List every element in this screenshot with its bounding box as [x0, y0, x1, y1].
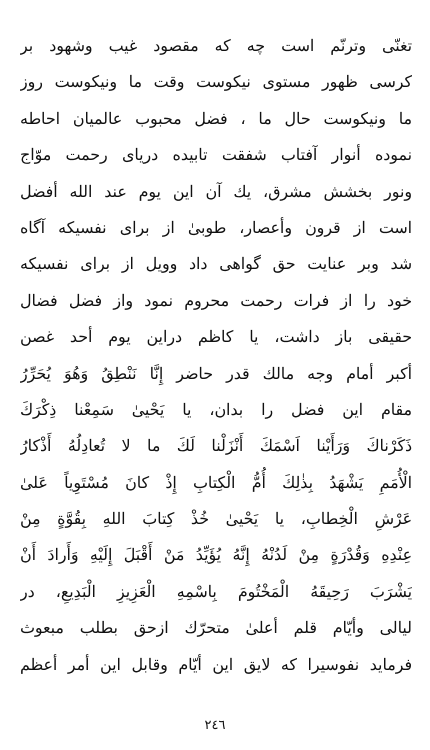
- body-text: [20, 28, 412, 683]
- text-line-2: كرسى ظهور مستوى نيكوست وقت ما ونيكوست روز: [20, 72, 412, 92]
- text-line-3: ما ونيكوست حال ما ، فضل محبوب عالميان احاطه: [20, 108, 412, 128]
- text-line-4: نموده أنوار آفتاب شفقت تابيده درياى رحمت موّاج: [20, 145, 412, 165]
- text-line-1: تغنّى وترنّم است چه كه مقصود غيب وشهود بر: [20, 36, 412, 55]
- text-line-14: عَرْشِ الْخِطابِ، يا يَحْيىٰ خُذْ كِتابَ اللهِ بِقُوَّةٍ مِنْ: [20, 509, 412, 529]
- text-line-5: ونور بخشش مشرق، يك آن اين يوم عند الله أفضل: [20, 181, 412, 201]
- text-line-8: خود را از فرات رحمت محروم نمود واز فضل فضال: [20, 290, 412, 310]
- text-line-9: حقيقى باز داشت، يا كاظم دراين يوم أحد غصن: [20, 327, 412, 347]
- text-line-18: فرمايد نفوسيرا كه لايق اين أيّام وقابل اين أمر أعظم: [20, 654, 412, 674]
- text-line-15: عِنْدِهِ وَقُدْرَةٍ مِنْ لَدُنْهُ إِنَّهُ يُؤَيِّدُ مَنْ أَقْبَلَ إِلَيْهِ وَأَرادَ أَنْ: [20, 545, 412, 565]
- page-number: ٢٤٦: [204, 718, 226, 733]
- text-line-12: ذَكَرْناكَ وَرَأَيْنا اَسْمَكَ أَنْزَلْنا لَكَ ما لا تُعادِلُهُ أَذْكارُ: [20, 436, 412, 456]
- text-line-13: الْأُمَمِ يَشْهَدُ بِذٰلِكَ أُمُّ الْكِتابِ إِذْ كانَ مُسْتَوِياً عَلىٰ: [20, 472, 412, 492]
- text-line-6: است از قرون وأعصار، طوبىٰ از براى نفسيكه آگاه: [20, 217, 412, 237]
- text-line-16: يَشْرَبَ رَحِيقَهُ الْمَخْتُومَ بِاسْمِهِ الْعَزِيزِ الْبَدِيعِ، در: [20, 581, 412, 601]
- text-line-11: مقام اين فضل را بدان، يا يَحْيىٰ سَمِعْنا ذِكْرَكَ: [20, 399, 412, 419]
- text-line-10: أكبر أمام وجه مالك قدر حاضر إِنَّا نَنْطِقُ وَهُوَ يُحَرِّرُ: [20, 363, 412, 383]
- text-line-17: ليالى وأيّام قلم أعلىٰ متحرّك ازحق بطلب مبعوث: [20, 618, 412, 638]
- text-line-7: شد وبر عنايت حق گواهى داد وويل از براى نفسيكه: [20, 254, 412, 274]
